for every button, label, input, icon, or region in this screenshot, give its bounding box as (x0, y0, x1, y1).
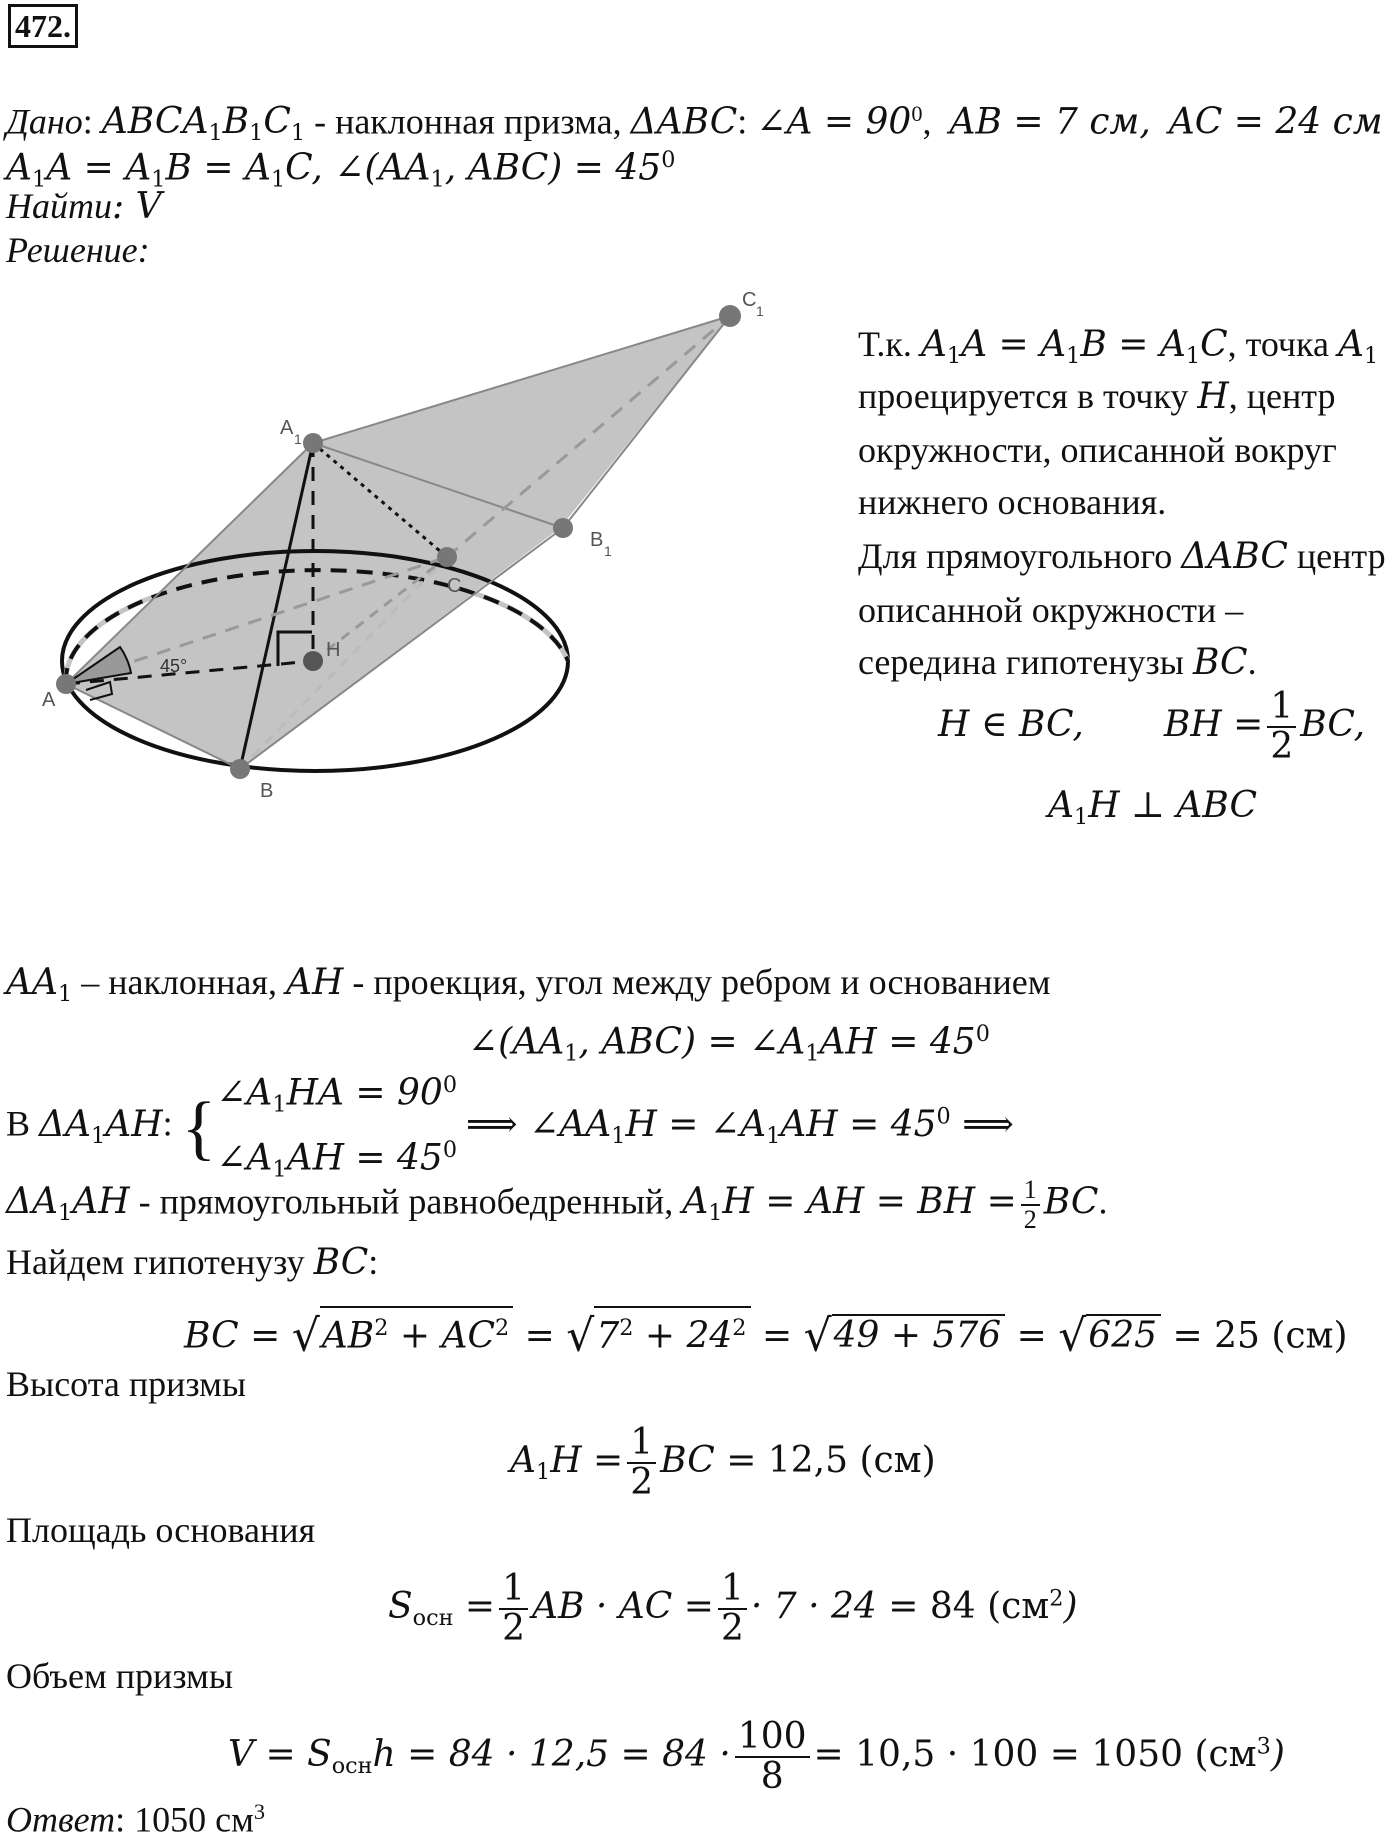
body-line-4: $\Delta A_1AH$ - прямоугольный равнобедренный, $A_1H$ = AH = BH = $\frac{1}{2}$ BC. (6, 1175, 1108, 1234)
formula-height: $A_1H$ = $\frac{1}{2}$ BC = 12,5 (см) (510, 1422, 936, 1503)
body-line-7: Высота призмы (6, 1364, 247, 1404)
formula-BC: BC = $√AB^2 + AC^2 = √7^2 + 24^2 = √49 + 576 = √625 = 25$ (см) (184, 1306, 1348, 1358)
point-A (56, 674, 76, 694)
formula-A1H-perp: $A_1H$ ⊥ ABC (1048, 785, 1258, 831)
formula-volume: $V = S_{осн}h = 84 \cdot 12,5 = 84$ · $\frac{100}{8}$ = 10,5 · 100 = 1050 $(см^3)$ (228, 1716, 1285, 1797)
label-B1: B (590, 529, 604, 551)
right-line-5: Для прямоугольного ΔABC центр (858, 536, 1386, 577)
label-H: H (326, 639, 341, 661)
find-line: Найти: V (6, 186, 162, 227)
right-line-3: окружности, описанной вокруг (858, 430, 1337, 470)
body-line-9: Площадь основания (6, 1510, 316, 1550)
point-C (437, 547, 457, 567)
label-C1: C (742, 290, 757, 311)
formula-H-in-BC: H ∈ BC, BH = $\frac{1}{2}$ BC, (938, 686, 1366, 767)
given-line-2: $A_1A = A_1B = A_1C$, $\angle(AA_1$, $ABC) = 45^0$ (6, 147, 676, 193)
prism-diagram (40, 290, 780, 830)
point-H (303, 651, 323, 671)
point-C1 (719, 305, 741, 327)
point-B (230, 759, 250, 779)
label-B: B (260, 780, 274, 802)
problem-number: 472. (8, 4, 78, 48)
body-line-11: Объем призмы (6, 1656, 234, 1696)
right-line-2: проецируется в точку H, центр (858, 376, 1336, 417)
right-line-1: Т.к. $A_1A = A_1B = A_1C$, точка $A_1$ (858, 324, 1379, 370)
point-B1 (553, 518, 573, 538)
point-A1 (303, 433, 323, 453)
svg-text:1: 1 (756, 303, 764, 319)
label-C: C (447, 575, 462, 597)
solution-label: Решение: (6, 230, 150, 270)
svg-text:1: 1 (604, 543, 612, 559)
label-A: A (42, 689, 56, 711)
formula-area: $S_{осн}$ = $\frac{1}{2}$ AB · AC = $\frac{1}{2}$ · 7 · 24 = 84 $(см^2)$ (388, 1568, 1078, 1649)
given-line-1: Дано: $ABCA_1B_1C_1$ - наклонная призма, ΔABC: ∠A = $90^0$, AB = 7 см, AC = 24 см (6, 101, 1383, 147)
label-angle-45: 45° (160, 656, 188, 676)
body-line-5: Найдем гипотенузу BC: (6, 1242, 379, 1283)
right-line-7: середина гипотенузы BC. (858, 642, 1257, 683)
svg-text:1: 1 (294, 431, 302, 447)
given-label: Дано (6, 101, 83, 142)
body-line-1: $AA_1$ – наклонная, AH - проекция, угол между ребром и основанием (6, 962, 1051, 1008)
prism-face (66, 316, 730, 769)
right-line-4: нижнего основания. (858, 482, 1167, 522)
label-A1: A (280, 417, 294, 439)
answer-line: Ответ: 1050 $см^3$ (6, 1799, 266, 1840)
formula-angle: $\angle(AA_1$, $ABC) = \angle A_1AH = 45^0$ (468, 1021, 990, 1067)
body-line-system: В $\Delta A_1AH$: { $\angle A_1HA = 90^0$ $\angle A_1AH = 45^0$ ⟹ $\angle AA_1H$ = $\angle A_1AH = 45^0$ ⟹ (6, 1072, 1014, 1183)
right-line-6: описанной окружности – (858, 590, 1244, 630)
